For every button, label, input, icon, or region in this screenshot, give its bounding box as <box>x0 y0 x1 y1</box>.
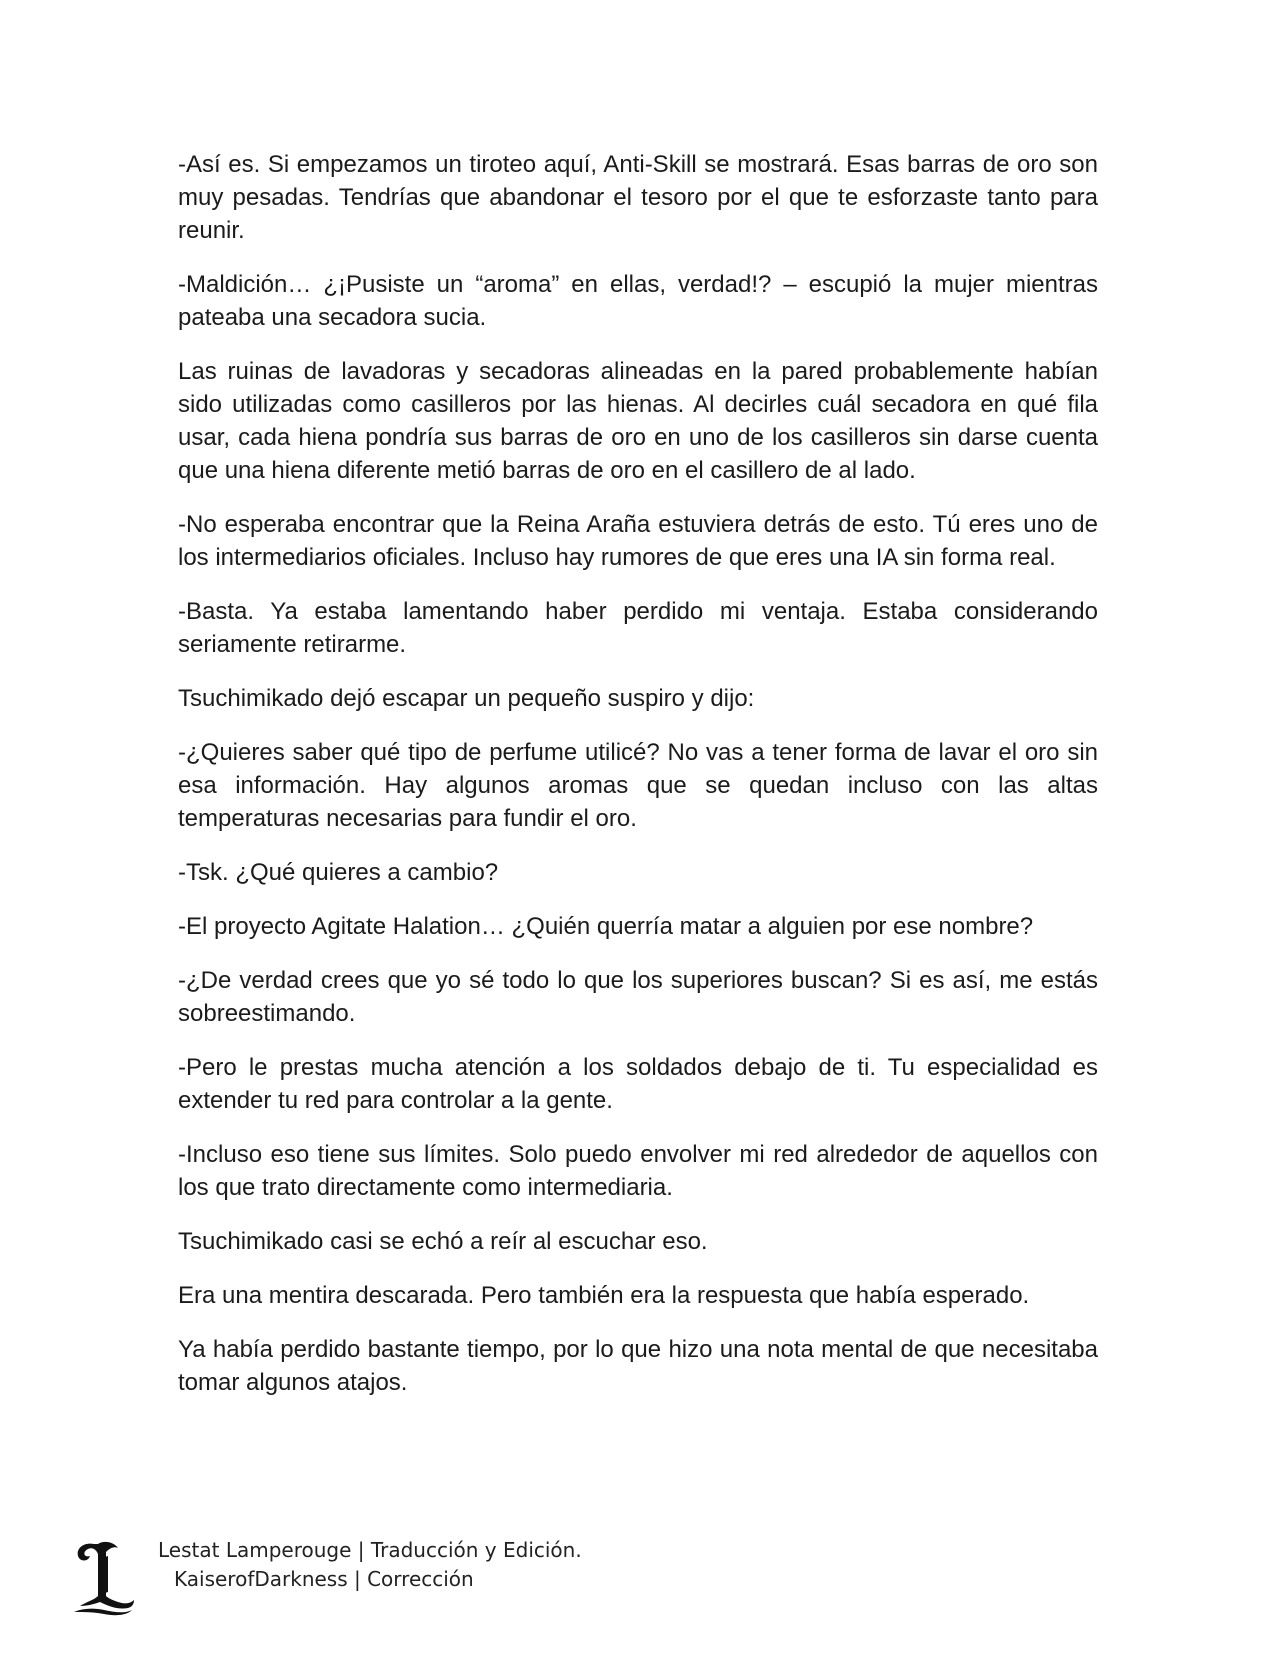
paragraph: -¿Quieres saber qué tipo de perfume utilicé? No vas a tener forma de lavar el oro sin esa información. Hay algunos aromas que se quedan incluso con las altas temperaturas necesarias para fundir el oro. <box>178 739 1098 832</box>
paragraph: -Basta. Ya estaba lamentando haber perdido mi ventaja. Estaba considerando seriamente retirarme. <box>178 598 1098 658</box>
paragraph: Las ruinas de lavadoras y secadoras alineadas en la pared probablemente habían sido utilizadas como casilleros por las hienas. Al decirles cuál secadora en qué fila usar, cada hiena pondría sus barras de oro en uno de los casilleros sin darse cuenta que una hiena diferente metió barras de oro en el casillero de al lado. <box>178 358 1098 484</box>
footer-credits <box>158 1536 582 1594</box>
footer-credit-translation: Lestat Lamperouge | Traducción y Edición. <box>158 1538 582 1562</box>
paragraph: -Tsk. ¿Qué quieres a cambio? <box>178 859 499 886</box>
paragraph: -¿De verdad crees que yo sé todo lo que los superiores buscan? Si es así, me estás sobreestimando. <box>178 967 1098 1027</box>
page-footer <box>68 1536 768 1626</box>
paragraph: Ya había perdido bastante tiempo, por lo que hizo una nota mental de que necesitaba tomar algunos atajos. <box>178 1336 1098 1396</box>
paragraph: -El proyecto Agitate Halation… ¿Quién querría matar a alguien por ese nombre? <box>178 913 1034 940</box>
paragraph: -No esperaba encontrar que la Reina Araña estuviera detrás de esto. Tú eres uno de los intermediarios oficiales. Incluso hay rumores de que eres una IA sin forma real. <box>178 511 1098 571</box>
paragraph: -Incluso eso tiene sus límites. Solo puedo envolver mi red alrededor de aquellos con los que trato directamente como intermediaria. <box>178 1141 1098 1201</box>
footer-credit-correction: KaiserofDarkness | Corrección <box>174 1567 474 1591</box>
paragraph: -Pero le prestas mucha atención a los soldados debajo de ti. Tu especialidad es extender tu red para controlar a la gente. <box>178 1054 1098 1114</box>
gothic-letter-L-logo-icon <box>68 1536 138 1616</box>
paragraph: Era una mentira descarada. Pero también era la respuesta que había esperado. <box>178 1282 1030 1309</box>
paragraph: Tsuchimikado dejó escapar un pequeño suspiro y dijo: <box>178 685 755 712</box>
paragraph: -Maldición… ¿¡Pusiste un “aroma” en ellas, verdad!? – escupió la mujer mientras pateaba una secadora sucia. <box>178 271 1098 331</box>
document-body <box>178 148 1098 1420</box>
paragraph: Tsuchimikado casi se echó a reír al escuchar eso. <box>178 1228 708 1255</box>
paragraph: -Así es. Si empezamos un tiroteo aquí, Anti-Skill se mostrará. Esas barras de oro son muy pesadas. Tendrías que abandonar el tesoro por el que te esforzaste tanto para reunir. <box>178 151 1098 244</box>
